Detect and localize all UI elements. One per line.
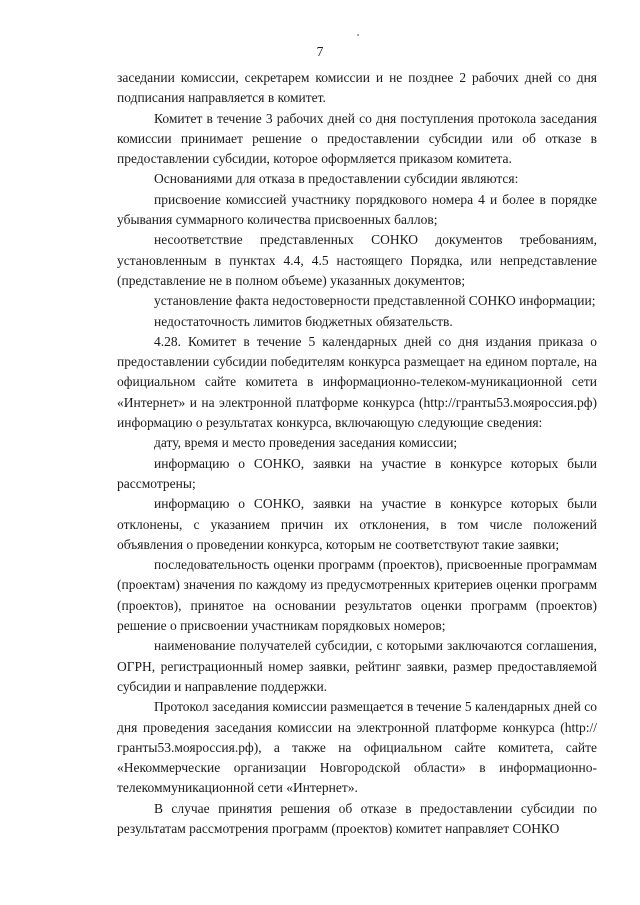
scan-artifact [357, 34, 359, 36]
document-body [117, 68, 597, 839]
page-number: 7 [316, 44, 324, 59]
list-item: информацию о СОНКО, заявки на участие в конкурсе которых были отклонены, с указанием причин их отклонения, в том числе положений объявления о проведении конкурса, которым не соответствуют такие заявки; [117, 496, 597, 552]
paragraph: Комитет в течение 3 рабочих дней со дня поступления протокола заседания комиссии принимает решение о предоставлении субсидии или об отказе в предоставлении субсидии, которое оформляется приказом комитета. [117, 110, 597, 167]
paragraph: Протокол заседания комиссии размещается в течение 5 календарных дней со дня проведения заседания комиссии на электронной платформе конкурса (http://гранты53.мояроссия.рф), а также на официальном сайте комитета, сайте «Некоммерческие организации Новгородской области» в информационно-телекоммуникационной сети «Интернет». [117, 699, 597, 796]
list-item: недостаточность лимитов бюджетных обязательств. [154, 313, 453, 329]
paragraph: В случае принятия решения об отказе в предоставлении субсидии по результатам рассмотрения программ (проектов) комитет направляет СОНКО [117, 800, 597, 836]
list-item: установление факта недостоверности представленной СОНКО информации; [154, 293, 596, 309]
list-item: информацию о СОНКО, заявки на участие в конкурсе которых были рассмотрены; [117, 455, 597, 491]
list-item: наименование получателей субсидии, с которыми заключаются соглашения, ОГРН, регистрационный номер заявки, рейтинг заявки, размер предоставляемой субсидии и направление поддержки. [117, 638, 597, 694]
paragraph: заседании комиссии, секретарем комиссии и не позднее 2 рабочих дней со дня подписания направляется в комитет. [117, 70, 597, 106]
list-item: присвоение комиссией участнику порядкового номера 4 и более в порядке убывания суммарного количества присвоенных баллов; [117, 191, 597, 228]
list-item: несоответствие представленных СОНКО документов требованиям, установленным в пунктах 4.4, 4.5 настоящего Порядка, или непредставление (представление не в полном объеме) указанных документов; [117, 232, 597, 288]
list-item: дату, время и место проведения заседания комиссии; [154, 435, 458, 451]
list-item: последовательность оценки программ (проектов), присвоенные программам (проектам) значения по каждому из предусмотренных критериев оценки программ (проектов), принятое на основании результатов оценки программ (проектов) решение о присвоении участникам порядковых номеров; [117, 557, 597, 634]
paragraph: 4.28. Комитет в течение 5 календарных дней со дня издания приказа о предоставлении субсидии победителям конкурса размещает на едином портале, на официальном сайте комитета в информационно-телеком-муникационной сети «Интернет» и на электронной платформе конкурса (http://гранты53.мояроссия.рф) информацию о результатах конкурса, включающую следующие сведения: [117, 333, 597, 431]
paragraph: Основаниями для отказа в предоставлении субсидии являются: [154, 171, 519, 187]
